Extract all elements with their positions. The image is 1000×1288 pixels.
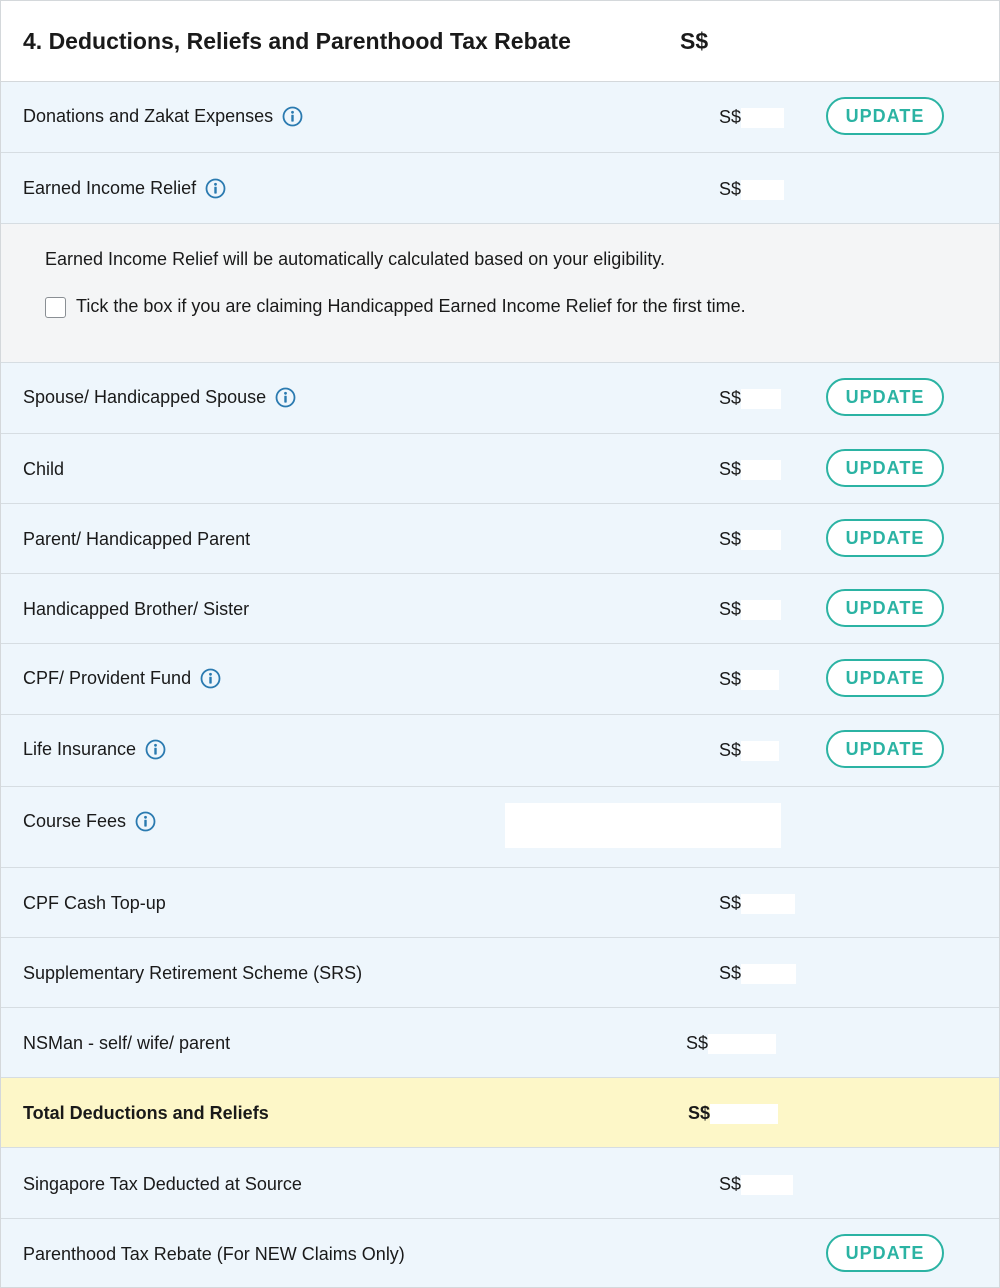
cpf-topup-currency: S$ — [719, 893, 742, 913]
nsman-label — [23, 1033, 230, 1054]
tax-deducted-currency: S$ — [719, 1174, 742, 1194]
cpf-amount — [741, 670, 779, 690]
srs-amount — [741, 964, 796, 984]
life-insurance-label — [23, 739, 166, 760]
row-cpf — [1, 644, 999, 715]
cpf-label-text: CPF/ Provident Fund — [23, 668, 192, 688]
donations-amount — [741, 108, 784, 128]
row-donations — [1, 82, 999, 153]
earned-income-info-block — [1, 224, 999, 363]
sibling-label — [23, 599, 249, 620]
header-currency: S$ — [680, 28, 709, 54]
child-label-text: Child — [23, 459, 65, 479]
donations-label — [23, 106, 303, 127]
section-header — [1, 1, 999, 82]
row-course-fees — [1, 787, 999, 868]
nsman-currency: S$ — [686, 1033, 709, 1053]
parenthood-update-button[interactable]: UPDATE — [826, 1234, 944, 1272]
row-total — [1, 1078, 999, 1148]
cpf-label — [23, 668, 221, 689]
cpf-topup-label-text: CPF Cash Top-up — [23, 893, 166, 913]
child-amount — [741, 460, 781, 480]
row-life-insurance — [1, 715, 999, 787]
sibling-update-button[interactable]: UPDATE — [826, 589, 944, 627]
course-fees-label — [23, 811, 156, 832]
srs-label — [23, 963, 362, 984]
cpf-topup-amount — [741, 894, 795, 914]
info-icon[interactable] — [282, 106, 303, 127]
total-label-text: Total Deductions and Reliefs — [23, 1103, 269, 1123]
parent-currency: S$ — [719, 529, 742, 549]
life-insurance-amount — [741, 741, 779, 761]
row-earned-income — [1, 153, 999, 224]
row-nsman — [1, 1008, 999, 1078]
tax-deducted-label-text: Singapore Tax Deducted at Source — [23, 1174, 302, 1194]
section-title: 4. Deductions, Reliefs and Parenthood Tax Rebate — [23, 28, 571, 54]
info-icon[interactable] — [205, 178, 226, 199]
earned-income-label — [23, 178, 226, 199]
row-child — [1, 434, 999, 504]
nsman-amount — [708, 1034, 776, 1054]
parent-amount — [741, 530, 781, 550]
row-tax-deducted — [1, 1148, 999, 1219]
total-amount — [710, 1104, 778, 1124]
info-icon[interactable] — [275, 387, 296, 408]
earned-income-amount — [741, 180, 784, 200]
total-currency: S$ — [688, 1103, 711, 1123]
spouse-update-button[interactable]: UPDATE — [826, 378, 944, 416]
earned-income-note: Earned Income Relief will be automatically calculated based on your eligibility. — [45, 249, 665, 269]
sibling-currency: S$ — [719, 599, 742, 619]
cpf-topup-label — [23, 893, 166, 914]
donations-currency: S$ — [719, 107, 742, 127]
parent-label-text: Parent/ Handicapped Parent — [23, 529, 251, 549]
row-srs — [1, 938, 999, 1008]
parent-update-button[interactable]: UPDATE — [826, 519, 944, 557]
row-spouse — [1, 363, 999, 434]
row-cpf-topup — [1, 868, 999, 938]
info-icon[interactable] — [135, 811, 156, 832]
child-currency: S$ — [719, 459, 742, 479]
earned-income-currency: S$ — [719, 179, 742, 199]
cpf-currency: S$ — [719, 669, 742, 689]
spouse-amount — [741, 389, 781, 409]
sibling-amount — [741, 600, 781, 620]
tax-deducted-label — [23, 1174, 302, 1195]
handicapped-earned-income-checkbox[interactable] — [45, 297, 66, 318]
srs-label-text: Supplementary Retirement Scheme (SRS) — [23, 963, 363, 983]
parenthood-label-text: Parenthood Tax Rebate (For NEW Claims Only) — [23, 1244, 405, 1264]
child-update-button[interactable]: UPDATE — [826, 449, 944, 487]
spouse-label-text: Spouse/ Handicapped Spouse — [23, 387, 267, 407]
parenthood-label — [23, 1244, 405, 1265]
sibling-label-text: Handicapped Brother/ Sister — [23, 599, 250, 619]
srs-currency: S$ — [719, 963, 742, 983]
life-insurance-update-button[interactable]: UPDATE — [826, 730, 944, 768]
donations-update-button[interactable]: UPDATE — [826, 97, 944, 135]
life-insurance-label-text: Life Insurance — [23, 739, 137, 759]
cpf-update-button[interactable]: UPDATE — [826, 659, 944, 697]
child-label — [23, 459, 64, 480]
earned-income-label-text: Earned Income Relief — [23, 178, 197, 198]
spouse-currency: S$ — [719, 388, 742, 408]
spouse-label — [23, 387, 296, 408]
handicapped-checkbox-label: Tick the box if you are claiming Handicapped Earned Income Relief for the first time. — [76, 296, 746, 316]
info-icon[interactable] — [200, 668, 221, 689]
info-icon[interactable] — [145, 739, 166, 760]
nsman-label-text: NSMan - self/ wife/ parent — [23, 1033, 231, 1053]
course-fees-label-text: Course Fees — [23, 811, 127, 831]
total-label — [23, 1103, 269, 1124]
life-insurance-currency: S$ — [719, 740, 742, 760]
row-parenthood — [1, 1219, 999, 1287]
tax-deducted-amount — [741, 1175, 793, 1195]
row-sibling — [1, 574, 999, 644]
donations-label-text: Donations and Zakat Expenses — [23, 106, 274, 126]
row-parent — [1, 504, 999, 574]
parent-label — [23, 529, 250, 550]
course-fees-amount — [505, 803, 781, 848]
